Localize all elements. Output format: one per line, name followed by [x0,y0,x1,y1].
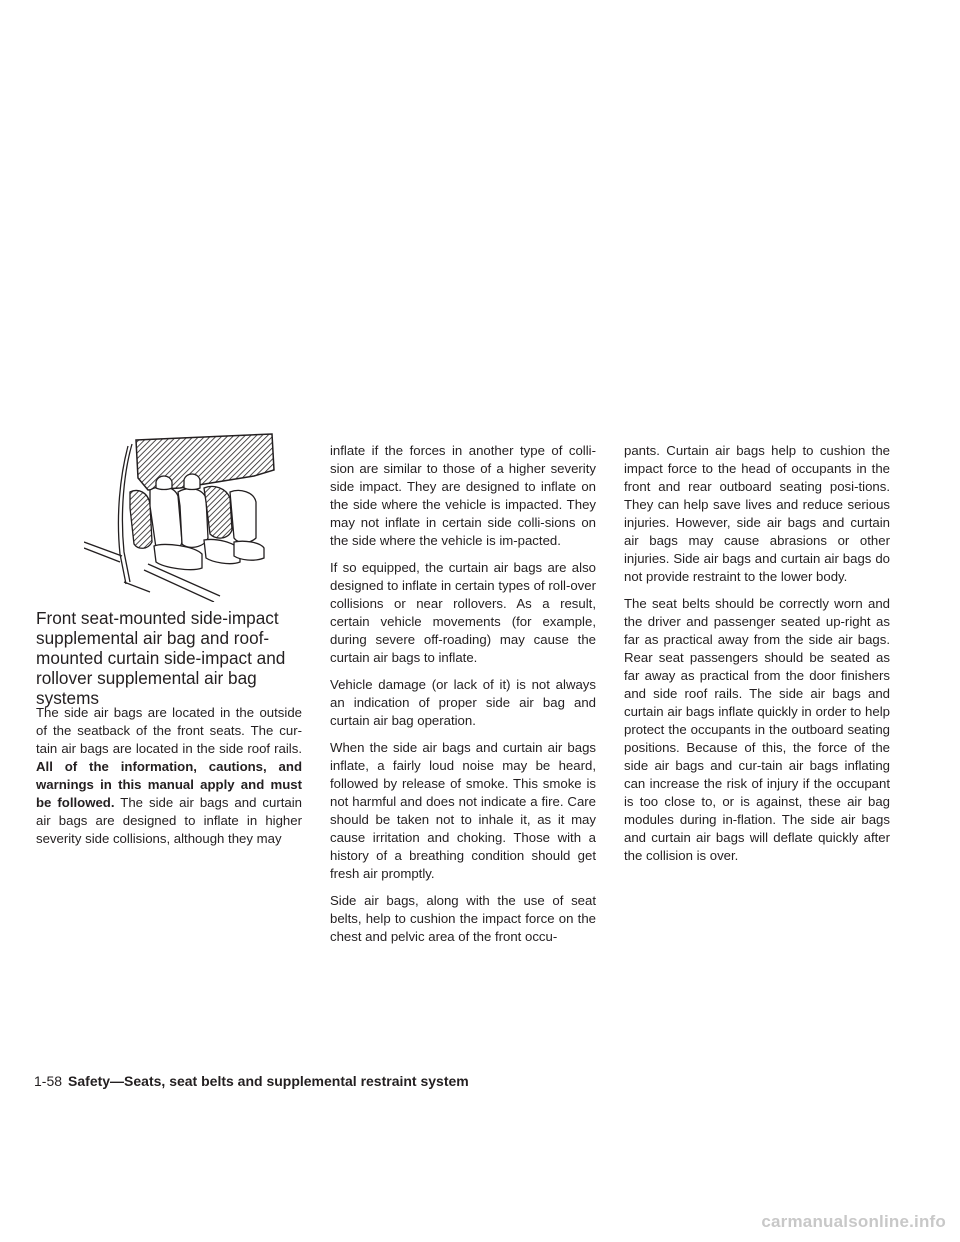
paragraph: Vehicle damage (or lack of it) is not always an indication of proper side air bag and curtain air bag operation. [330,677,596,728]
column-1 [36,704,302,857]
column-3 [624,442,890,874]
paragraph: If so equipped, the curtain air bags are also designed to inflate in certain types of roll-over collisions or near rollovers. As a result, certain vehicle movements (for example, during severe off-roading) may cause the curtain air bags to inflate. [330,560,596,665]
chapter-title: Safety—Seats, seat belts and supplemental restraint system [68,1073,469,1089]
text-run: The side air bags are located in the outside of the seatback of the front seats. The cur-tain air bags are located in the side roof rails. [36,705,302,756]
paragraph: pants. Curtain air bags help to cushion the impact force to the head of occupants in the front and rear outboard seating posi-tions. They can help save lives and reduce serious injuries. However, side air bags and curtain air bags may cause abrasions or other injuries. Side air bags and curtain air bags do not provide restraint to the lower body. [624,443,890,584]
column-2 [330,442,596,955]
page-footer [34,1072,469,1090]
paragraph: inflate if the forces in another type of colli-sion are similar to those of a higher severity side impact. They are designed to inflate on the side where the vehicle is impacted. They may not inflate in certain side colli-sions on the side where the vehicle is im-pacted. [330,443,596,548]
air-bag-illustration [84,432,280,602]
paragraph [36,704,302,848]
section-title: Front seat-mounted side-impact supplemental air bag and roof-mounted curtain side-impact and rollover supplemental air bag systems [36,608,286,708]
watermark: carmanualsonline.info [761,1212,946,1231]
paragraph: When the side air bags and curtain air bags inflate, a fairly loud noise may be heard, followed by release of smoke. This smoke is not harmful and does not indicate a fire. Care should be taken not to inhale it, as it may cause irritation and choking. Those with a history of a breathing condition should get fresh air promptly. [330,740,596,881]
page-number: 1-58 [34,1073,63,1089]
emphasis-warning: All of the information, cautions, and warnings in this manual apply and must be followed. [36,759,302,810]
paragraph: Side air bags, along with the use of seat belts, help to cushion the impact force on the chest and pelvic area of the front occu- [330,893,596,944]
rear-seat [230,490,264,560]
side-air-bag-left [130,491,152,549]
paragraph: The seat belts should be correctly worn and the driver and passenger seated up-right as far as practical away from the side air bags. Rear seat passengers should be seated as far away as practical from the door finishers and side roof rails. The side air bags and curtain air bags inflate quickly in order to help protect the occupants in the outboard seating positions. Because of this, the force of the side air bags and cur-tain air bags inflating can increase the risk of injury if the occupant is too close to, or is against, these air bag modules during in-flation. The side air bags and curtain air bags will deflate quickly after the collision is over. [624,596,890,863]
text-run: The side air bags and curtain air bags are designed to inflate in higher severity side collisions, although they may [36,795,302,846]
